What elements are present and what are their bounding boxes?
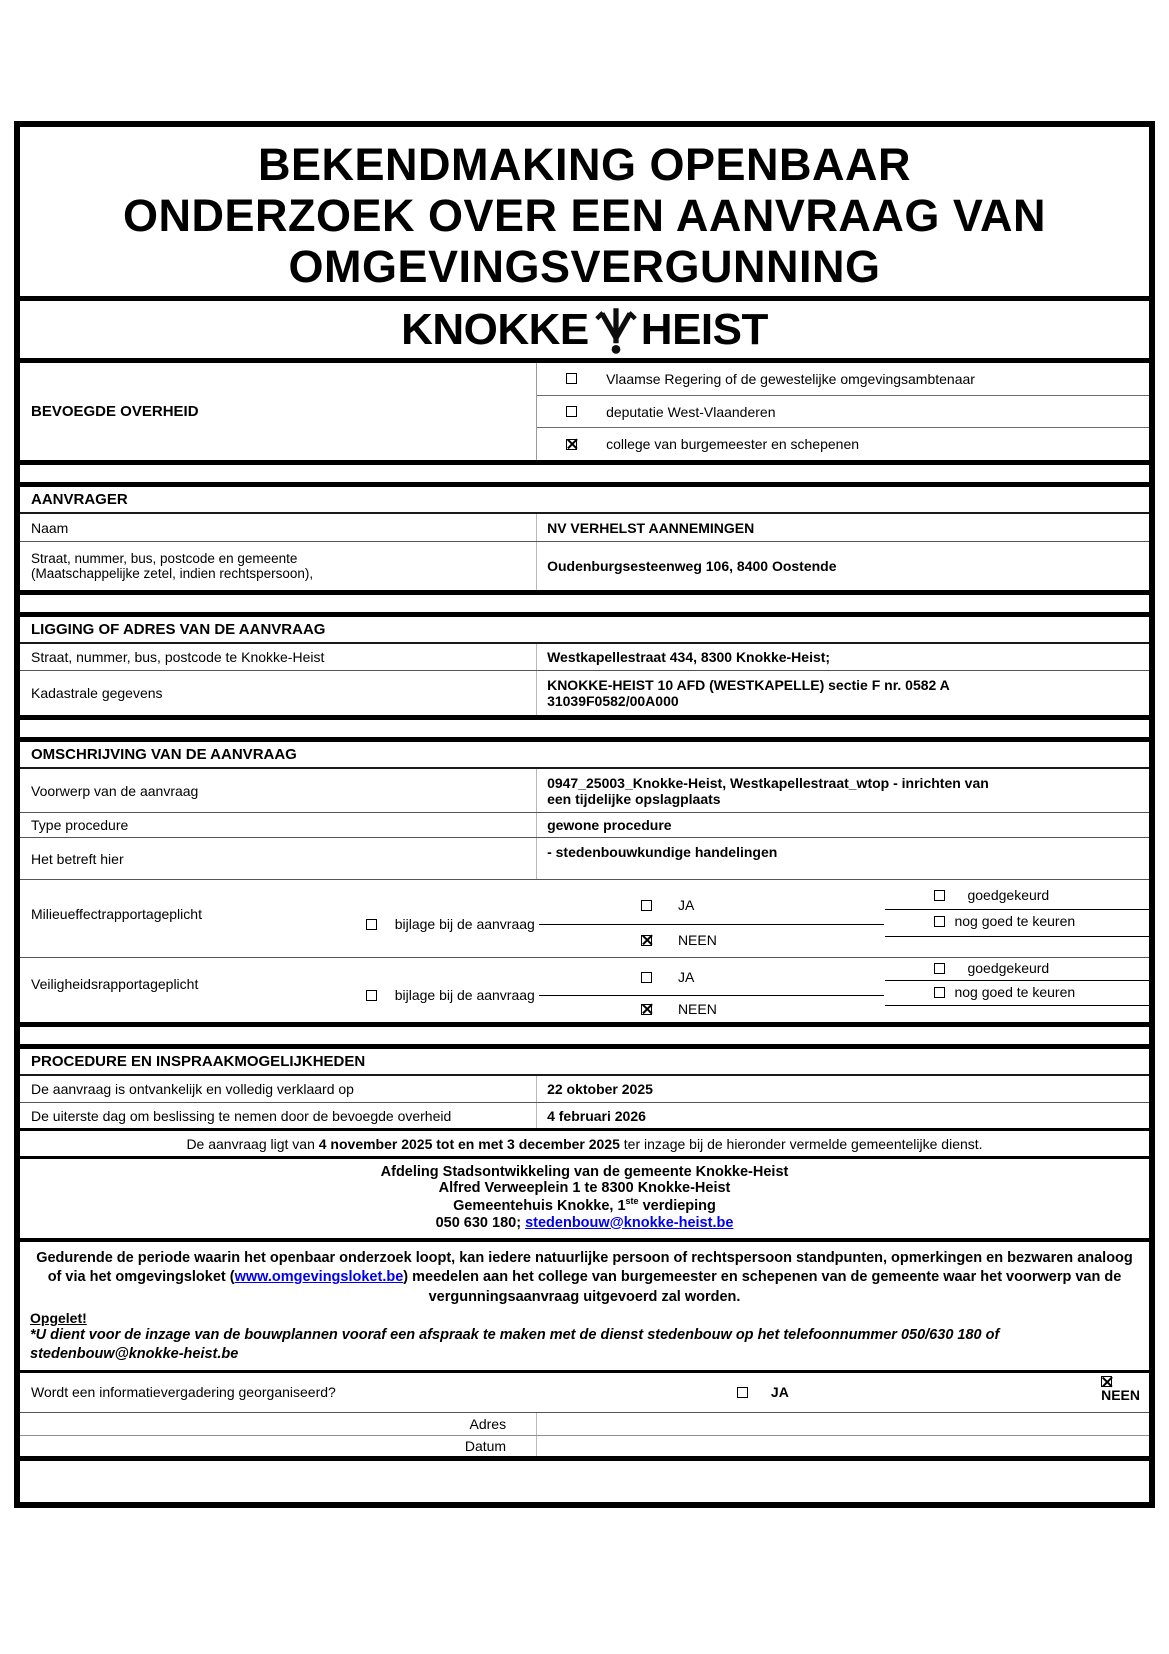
informatievergadering-row	[20, 1373, 1149, 1413]
dienst-block	[20, 1159, 1149, 1238]
stedenbouw-email-link[interactable]: stedenbouw@knokke-heist.be	[525, 1214, 734, 1231]
option-college	[537, 428, 1149, 460]
section-separator	[20, 1022, 1149, 1049]
dienst-naam: Afdeling Stadsontwikkeling van de gemeente Knokke-Heist	[380, 1164, 789, 1180]
kadaster-value: KNOKKE-HEIST 10 AFD (WESTKAPELLE) sectie F nr. 0582 A 31039F0582/00A000	[547, 677, 950, 709]
ligging-straat-row	[20, 644, 1149, 671]
option-label: college van burgemeester en schepenen	[606, 436, 860, 453]
milieueffect-goedgekeurd: goedgekeurd	[934, 887, 1049, 903]
deputatie-checkbox[interactable]	[566, 406, 577, 417]
veiligheid-ja: JA	[641, 969, 694, 985]
section-procedure	[20, 1049, 1149, 1242]
ja-checkbox[interactable]	[737, 1387, 748, 1398]
dienst-adres: Alfred Verweeplein 1 te 8300 Knokke-Heist	[438, 1180, 731, 1197]
bevoegde-overheid-options	[537, 363, 1149, 460]
milieueffect-row	[20, 880, 1149, 958]
veiligheid-row	[20, 958, 1149, 1022]
neen-checkbox[interactable]	[1101, 1376, 1112, 1387]
section-omschrijving	[20, 742, 1149, 1022]
informatievergadering-question: Wordt een informatievergadering georganiseerd?	[31, 1384, 336, 1401]
type-procedure-value: gewone procedure	[547, 817, 672, 833]
divider-line	[885, 909, 1149, 910]
title-line-2: ONDERZOEK OVER EEN AANVRAAG VAN	[122, 189, 1047, 241]
divider-line	[539, 995, 883, 996]
aanvrager-adres-row	[20, 542, 1149, 590]
aanvrager-header: AANVRAGER	[20, 487, 1149, 514]
empty-remarks-box	[20, 1461, 1149, 1502]
betreft-value: - stedenbouwkundige handelingen	[547, 844, 778, 860]
divider-line	[885, 936, 1149, 937]
type-procedure-row	[20, 813, 1149, 838]
ontvankelijk-label: De aanvraag is ontvankelijk en volledig verklaard op	[20, 1076, 537, 1102]
milieueffect-ja: JA	[641, 897, 694, 913]
option-vlaamse-regering	[537, 363, 1149, 396]
voorwerp-value: 0947_25003_Knokke-Heist, Westkapellestraat_wtop - inrichten van een tijdelijke opslagplaats	[547, 774, 989, 807]
omschrijving-header: OMSCHRIJVING VAN DE AANVRAAG	[20, 742, 1149, 769]
section-separator	[20, 715, 1149, 742]
dienst-verdieping: Gemeentehuis Knokke, 1ste verdieping	[453, 1196, 716, 1215]
ontvankelijk-value: 22 oktober 2025	[547, 1081, 653, 1097]
informatievergadering-ja: JA	[737, 1384, 789, 1400]
type-procedure-label: Type procedure	[20, 813, 537, 837]
adres-label: Adres	[20, 1413, 537, 1435]
section-bevoegde-overheid	[20, 363, 1149, 460]
milieueffect-bijlage: bijlage bij de aanvraag	[366, 916, 535, 932]
milieueffect-nog-goed: nog goed te keuren	[934, 913, 1075, 929]
ja-checkbox[interactable]	[641, 972, 652, 983]
veiligheid-neen: NEEN	[641, 1001, 717, 1017]
naam-value: NV VERHELST AANNEMINGEN	[547, 519, 755, 536]
neen-checkbox[interactable]	[641, 1004, 652, 1015]
section-separator	[20, 460, 1149, 487]
section-separator	[20, 590, 1149, 617]
veiligheid-bijlage: bijlage bij de aanvraag	[366, 987, 535, 1003]
veiligheid-goedgekeurd: goedgekeurd	[934, 960, 1049, 976]
adres-row	[20, 1413, 1149, 1436]
aanvrager-adres-value: Oudenburgsesteenweg 106, 8400 Oostende	[547, 558, 837, 574]
omgevingsloket-link[interactable]: www.omgevingsloket.be	[234, 1269, 404, 1286]
divider-line	[885, 980, 1149, 981]
naam-row	[20, 514, 1149, 542]
informatievergadering-neen: NEEN	[1101, 1376, 1140, 1403]
voorwerp-label: Voorwerp van de aanvraag	[20, 769, 537, 812]
kadaster-label: Kadastrale gegevens	[20, 671, 537, 715]
goedgekeurd-checkbox[interactable]	[934, 890, 945, 901]
inzage-period: 4 november 2025 tot en met 3 december 2025	[318, 1135, 620, 1152]
nog-goed-checkbox[interactable]	[934, 916, 945, 927]
aanvrager-adres-label: Straat, nummer, bus, postcode en gemeente (Maatschappelijke zetel, indien rechtspersoon),	[20, 542, 537, 590]
veiligheid-nog-goed: nog goed te keuren	[934, 984, 1075, 1000]
logo-text-right: HEIST	[640, 304, 768, 354]
uiterste-dag-label: De uiterste dag om beslissing te nemen door de bevoegde overheid	[20, 1103, 537, 1128]
inzage-text: De aanvraag ligt van 4 november 2025 tot en met 3 december 2025 ter inzage bij de hieronder vermelde gemeentelijke dienst.	[186, 1135, 983, 1152]
title-line-3: OMGEVINGSVERGUNNING	[288, 240, 881, 292]
divider-line	[539, 924, 883, 925]
ligging-straat-value: Westkapellestraat 434, 8300 Knokke-Heist;	[547, 649, 831, 665]
section-bezwaar	[20, 1242, 1149, 1373]
option-label: Vlaamse Regering of de gewestelijke omgevingsambtenaar	[606, 370, 975, 387]
datum-row	[20, 1436, 1149, 1461]
naam-label: Naam	[20, 514, 537, 541]
bezwaar-paragraph: Gedurende de periode waarin het openbaar onderzoek loopt, kan iedere natuurlijke persoon of rechtspersoon standpunten, opmerkingen en bezwaren analoog of via het omgevingsloket (www.omgevingsloket.be) meedelen aan het college van burgemeester en schepenen van de gemeente waar het voorwerp van de vergunningsaanvraag uitgevoerd zal worden.	[36, 1249, 1133, 1306]
milieueffect-label: Milieueffectrapportageplicht	[31, 906, 202, 922]
betreft-row	[20, 838, 1149, 880]
datum-label: Datum	[20, 1436, 537, 1456]
dienst-phone: 050 630 180;	[435, 1214, 526, 1231]
betreft-label: Het betreft hier	[20, 838, 537, 879]
bijlage-checkbox[interactable]	[366, 990, 377, 1001]
nog-goed-checkbox[interactable]	[934, 987, 945, 998]
goedgekeurd-checkbox[interactable]	[934, 963, 945, 974]
bijlage-checkbox[interactable]	[366, 919, 377, 930]
section-ligging	[20, 617, 1149, 715]
vlaamse-regering-checkbox[interactable]	[566, 373, 577, 384]
logo-text-left: KNOKKE	[401, 304, 589, 354]
bevoegde-overheid-label: BEVOEGDE OVERHEID	[20, 363, 537, 460]
title-line-1: BEKENDMAKING OPENBAAR	[257, 139, 912, 190]
uiterste-dag-row	[20, 1103, 1149, 1131]
ligging-straat-label: Straat, nummer, bus, postcode te Knokke-Heist	[20, 644, 537, 670]
milieueffect-neen: NEEN	[641, 932, 717, 948]
opgelet-label: Opgelet!	[30, 1309, 87, 1326]
seagull-anchor-icon	[595, 307, 637, 358]
inzage-row	[20, 1131, 1149, 1159]
section-aanvrager	[20, 487, 1149, 590]
college-checkbox[interactable]	[566, 439, 577, 450]
veiligheid-label: Veiligheidsrapportageplicht	[31, 976, 199, 992]
uiterste-dag-value: 4 februari 2026	[547, 1107, 646, 1124]
neen-checkbox[interactable]	[641, 935, 652, 946]
logo-block	[20, 301, 1149, 363]
procedure-header: PROCEDURE EN INSPRAAKMOGELIJKHEDEN	[20, 1049, 1149, 1076]
ontvankelijk-row	[20, 1076, 1149, 1103]
kadaster-row	[20, 671, 1149, 715]
voorwerp-row	[20, 769, 1149, 813]
afspraak-note: *U dient voor de inzage van de bouwplannen vooraf een afspraak te maken met de dienst stedenbouw op het telefoonnummer 050/630 180 of stedenbouw@knokke-heist.be	[30, 1326, 1000, 1363]
dienst-contact	[20, 1215, 1149, 1231]
form-box	[14, 121, 1155, 1508]
divider-line	[885, 1005, 1149, 1006]
ja-checkbox[interactable]	[641, 900, 652, 911]
option-deputatie	[537, 396, 1149, 429]
option-label: deputatie West-Vlaanderen	[606, 403, 776, 420]
ligging-header: LIGGING OF ADRES VAN DE AANVRAAG	[20, 617, 1149, 644]
title-block	[20, 127, 1149, 301]
